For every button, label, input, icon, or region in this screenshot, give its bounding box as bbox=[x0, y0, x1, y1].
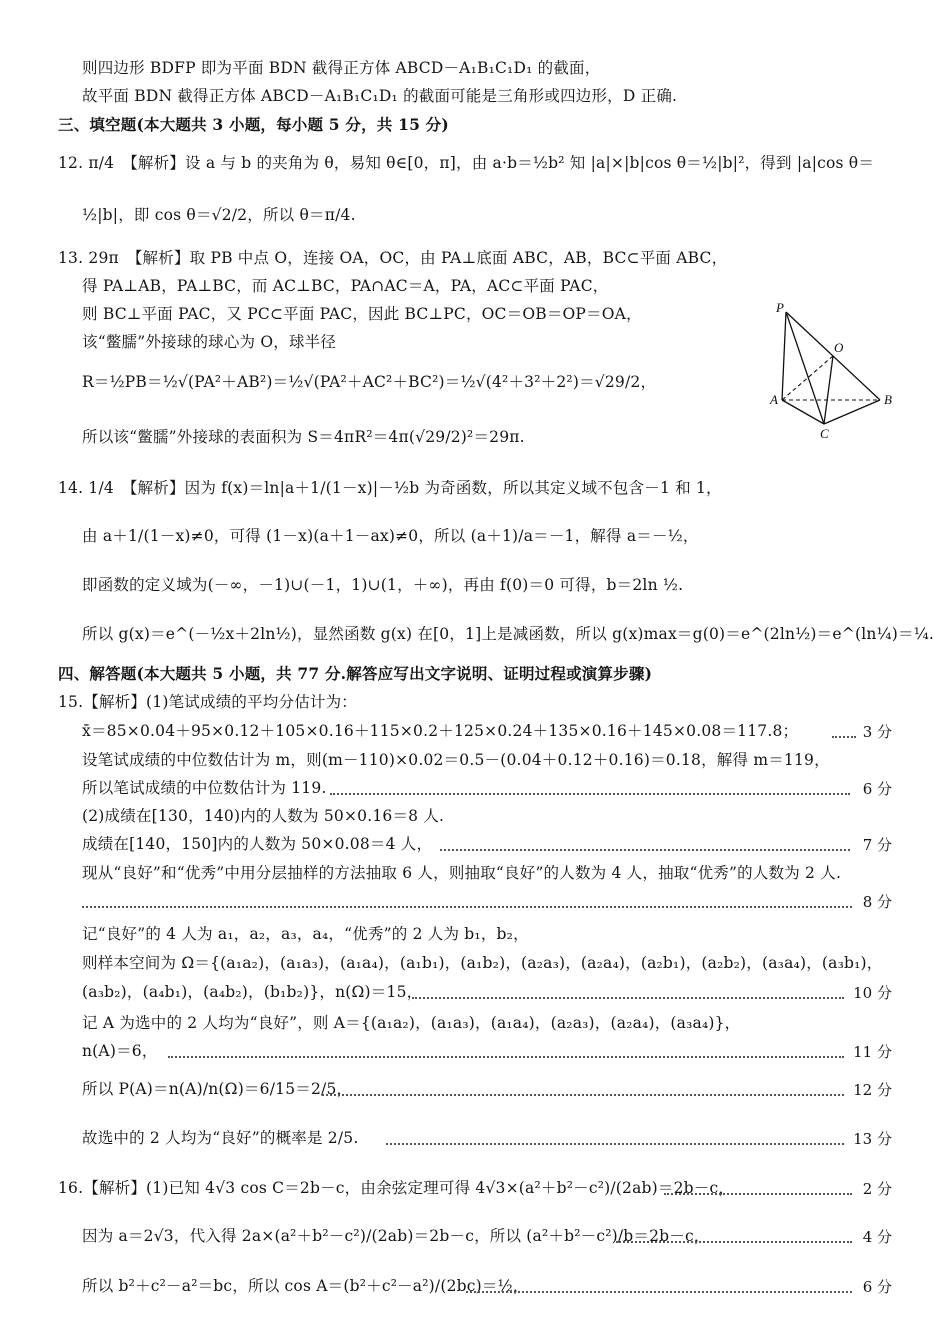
question-14-line: 14. 1/4 【解析】因为 f(x)＝ln|a＋1/(1－x)|－½b 为奇函数，所以其定义域不包含－1 和 1， bbox=[58, 479, 722, 497]
leader-dots bbox=[168, 1056, 844, 1058]
score-mark: 2 分 bbox=[862, 1180, 892, 1198]
text-line: 故平面 BDN 截得正方体 ABCD－A₁B₁C₁D₁ 的截面可能是三角形或四边形，D 正确. bbox=[82, 87, 678, 105]
text-line: 则四边形 BDFP 即为平面 BDN 截得正方体 ABCD－A₁B₁C₁D₁ 的截面， bbox=[82, 59, 601, 77]
text-line: x̄＝85×0.04＋95×0.12＋105×0.16＋115×0.2＋125×0.24＋135×0.16＋145×0.08＝117.8； bbox=[82, 722, 799, 740]
text-line: 成绩在[140，150]内的人数为 50×0.08＝4 人， bbox=[82, 835, 433, 853]
score-mark: 13 分 bbox=[853, 1130, 892, 1148]
leader-dots bbox=[386, 1143, 844, 1145]
text-line: 记 A 为选中的 2 人均为“良好”，则 A＝{(a₁a₂)，(a₁a₃)，(a₁a₄)，(a₂a₃)，(a₂a₄)，(a₃a₄)}， bbox=[82, 1014, 741, 1032]
text-line: (a₃b₂)，(a₄b₁)，(a₄b₂)，(b₁b₂)}，n(Ω)＝15， bbox=[82, 983, 423, 1001]
score-mark: 7 分 bbox=[862, 836, 892, 854]
leader-dots bbox=[616, 1241, 852, 1243]
fraction-line: 故选中的 2 人均为“良好”的概率是 2/5. bbox=[82, 1129, 359, 1147]
text-line: 即函数的定义域为(－∞，－1)∪(－1，1)∪(1，＋∞)，再由 f(0)＝0 可得，b＝2ln ½. bbox=[82, 576, 684, 594]
score-mark: 6 分 bbox=[862, 780, 892, 798]
section-heading-solutions: 四、解答题(本大题共 5 小题，共 77 分.解答应写出文字说明、证明过程或演算步骤) bbox=[58, 664, 653, 683]
fraction-line: 因为 a＝2√3，代入得 2a×(a²＋b²－c²)/(2ab)＝2b－c，所以 (a²＋b²－c²)/b＝2b－c， bbox=[82, 1227, 710, 1245]
formula-line: R＝½PB＝½√(PA²＋AB²)＝½√(PA²＋AC²＋BC²)＝½√(4²＋3²＋2²)＝√29/2， bbox=[82, 373, 657, 391]
question-13-line: 13. 29π 【解析】取 PB 中点 O，连接 OA，OC，由 PA⊥底面 ABC，AB，BC⊂平面 ABC， bbox=[58, 249, 728, 267]
question-12-line: ½|b|，即 cos θ＝√2/2，所以 θ＝π/4. bbox=[82, 206, 356, 224]
text-line: 所以 g(x)＝e^(－½x＋2ln½)，显然函数 g(x) 在[0，1]上是减函数，所以 g(x)max＝g(0)＝e^(2ln½)＝e^(ln¼)＝¼. bbox=[82, 625, 935, 643]
leader-dots bbox=[466, 1291, 852, 1293]
score-mark: 12 分 bbox=[853, 1081, 892, 1099]
text-line: 该“鳖臑”外接球的球心为 O，球半径 bbox=[82, 333, 337, 351]
vertex-label-p: P bbox=[776, 300, 784, 315]
tetrahedron-figure bbox=[768, 300, 898, 445]
leader-dots bbox=[440, 849, 850, 851]
text-line: 得 PA⊥AB，PA⊥BC，而 AC⊥BC，PA∩AC＝A，PA，AC⊂平面 PAC， bbox=[82, 277, 609, 295]
text-line: n(A)＝6， bbox=[82, 1042, 158, 1060]
question-16-line: 16.【解析】(1)已知 4√3 cos C＝2b－c，由余弦定理可得 4√3×(a²＋b²－c²)/(2ab)＝2b－c， bbox=[58, 1179, 735, 1197]
vertex-label-b: B bbox=[884, 392, 892, 407]
section-heading-fill-in: 三、填空题(本大题共 3 小题，每小题 5 分，共 15 分) bbox=[58, 115, 449, 134]
leader-dots bbox=[322, 1094, 844, 1096]
text-line: 由 a＋1/(1－x)≠0，可得 (1－x)(a＋1－ax)≠0，所以 (a＋1)/a＝－1，解得 a＝－½， bbox=[82, 527, 699, 545]
text-line: 现从“良好”和“优秀”中用分层抽样的方法抽取 6 人，则抽取“良好”的人数为 4 人，抽取“优秀”的人数为 2 人. bbox=[82, 864, 842, 882]
text-line: 设笔试成绩的中位数估计为 m，则(m－110)×0.02＝0.5－(0.04＋0.12＋0.16)＝0.18，解得 m＝119， bbox=[82, 751, 830, 769]
score-mark: 6 分 bbox=[862, 1278, 892, 1296]
question-12-line: 12. π/4 【解析】设 a 与 b 的夹角为 θ，易知 θ∈[0，π]，由 a·b＝½b² 知 |a|×|b|cos θ＝½|b|²，得到 |a|cos θ＝ bbox=[58, 154, 875, 172]
text-line: 则样本空间为 Ω＝{(a₁a₂)，(a₁a₃)，(a₁a₄)，(a₁b₁)，(a₁b₂)，(a₂a₃)，(a₂a₄)，(a₂b₁)，(a₂b₂)，(a₃a₄)，(a₃b₁)， bbox=[82, 954, 883, 972]
score-mark: 3 分 bbox=[862, 723, 892, 741]
score-mark: 4 分 bbox=[862, 1228, 892, 1246]
question-15-line: 15.【解析】(1)笔试成绩的平均分估计为： bbox=[58, 693, 358, 711]
formula-line: 所以该“鳖臑”外接球的表面积为 S＝4πR²＝4π(√29/2)²＝29π. bbox=[82, 428, 525, 446]
text-line: (2)成绩在[130，140)内的人数为 50×0.16＝8 人. bbox=[82, 807, 445, 825]
text-line: 记“良好”的 4 人为 a₁，a₂，a₃，a₄，“优秀”的 2 人为 b₁，b₂， bbox=[82, 925, 529, 943]
leader-dots bbox=[832, 736, 856, 738]
score-mark: 10 分 bbox=[853, 984, 892, 1002]
text-line: 所以笔试成绩的中位数估计为 119. bbox=[82, 779, 327, 797]
fraction-line: 所以 b²＋c²－a²＝bc，所以 cos A＝(b²＋c²－a²)/(2bc)＝½， bbox=[82, 1277, 529, 1295]
vertex-label-o: O bbox=[834, 340, 844, 355]
vertex-label-c: C bbox=[820, 426, 829, 441]
leader-dots bbox=[664, 1193, 852, 1195]
leader-dots bbox=[330, 793, 850, 795]
vertex-label-a: A bbox=[770, 392, 778, 407]
leader-dots bbox=[412, 997, 844, 999]
leader-dots bbox=[82, 906, 852, 908]
fraction-line: 所以 P(A)＝n(A)/n(Ω)＝6/15＝2/5， bbox=[82, 1080, 353, 1098]
text-line: 则 BC⊥平面 PAC，又 PC⊂平面 PAC，因此 BC⊥PC，OC＝OB＝OP＝OA， bbox=[82, 305, 642, 323]
score-mark: 11 分 bbox=[853, 1043, 892, 1061]
score-mark: 8 分 bbox=[862, 893, 892, 911]
